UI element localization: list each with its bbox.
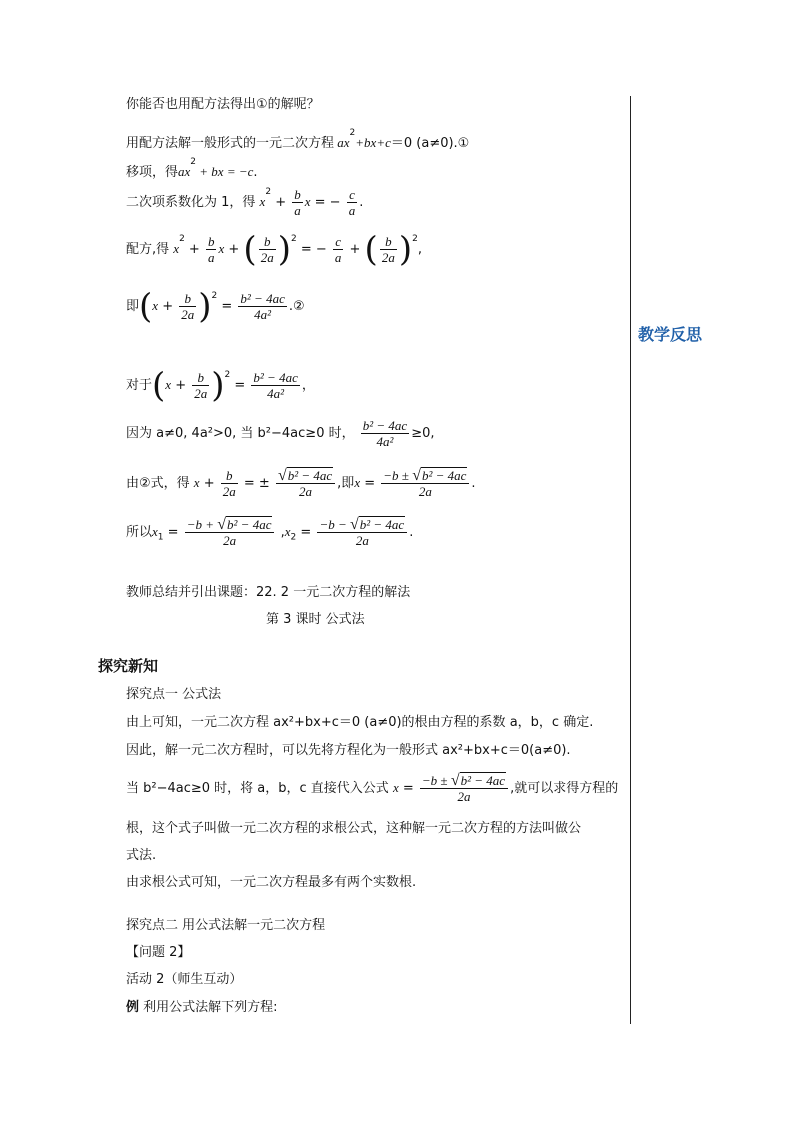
paragraph-formula-name: 根，这个式子叫做一元二次方程的求根公式，这种解一元二次方程的方法叫做公 <box>126 821 582 836</box>
activity-2-label: 活动 2（师生互动） <box>126 972 243 987</box>
move-line: 移项，得$ax^2$ + bx = −c. <box>126 157 258 180</box>
equation-2-line: 即(x + $\frac{b}{2a}$ )$^2$ = $\frac{\text{b² − 4ac}}{\text{4a²}}$ .② <box>126 286 305 327</box>
so-line: 所以$x_1$ = $\frac{\text{−b + √b² − 4ac}}{2a}$ $,x_2$ = $\frac{\text{−b − √b² − 4ac}}{2a}$ . <box>126 516 414 548</box>
explore-point-1: 探究点一 公式法 <box>126 687 222 702</box>
formula-line: 当 b²−4ac≥0 时，将 a，b，c 直接代入公式 x = $\frac{\text{−b ± √b² − 4ac}}{2a}$ ,就可以求得方程的 <box>126 772 619 804</box>
explore-point-2: 探究点二 用公式法解一元二次方程 <box>126 918 326 933</box>
coefficient-line: 二次项系数化为 1，得 $x^2$ + $\frac{b}{a}$ x = − $\frac{c}{a}$ . <box>126 187 364 218</box>
because-line: 因为 a≠0, 4a²>0, 当 b²−4ac≥0 时， $\frac{\text{b² − 4ac}}{\text{4a²}}$ ≥0, <box>126 418 435 449</box>
question-2-label: 【问题 2】 <box>126 945 191 960</box>
paragraph-formula-end: 式法. <box>126 848 157 863</box>
section-heading: 探究新知 <box>98 657 159 675</box>
example-line: 例 利用公式法解下列方程: <box>126 1000 278 1015</box>
complete-square-line: 配方,得 $x^2$ + $\frac{b}{a}$ x + ( $\frac{b}{2a}$ )$^2$ = − $\frac{c}{a}$ + ( $\frac{b}{2a}$ )$^2$, <box>126 229 422 270</box>
question-line: 你能否也用配方法得出①的解呢？ <box>126 97 320 112</box>
for-line: 对于(x + $\frac{b}{2a}$ )$^2$ = $\frac{\text{b² − 4ac}}{\text{4a²}}$ ， <box>126 365 315 406</box>
paragraph-general-form: 因此，解一元二次方程时，可以先将方程化为一般形式 ax²+bx+c＝0(a≠0). <box>126 743 571 758</box>
from-equation-line: 由②式，得 x + $\frac{b}{2a}$ = ± $\frac{\text{√b² − 4ac}}{2a}$ ,即x = $\frac{\text{−b ± √b² − 4ac}}{2a}$ . <box>126 467 476 499</box>
column-divider <box>630 96 631 1024</box>
paragraph-roots: 由求根公式可知，一元二次方程最多有两个实数根. <box>126 875 417 890</box>
paragraph-coefficients: 由上可知，一元二次方程 ax²+bx+c＝0 (a≠0)的根由方程的系数 a，b，c 确定. <box>126 715 594 730</box>
intro-line: 用配方法解一般形式的一元二次方程 $ax^2+bx+c=0$ (a≠0).① <box>126 128 470 151</box>
summary-line: 教师总结并引出课题：22. 2 一元二次方程的解法 <box>126 585 411 600</box>
lesson-title: 第 3 课时 公式法 <box>266 612 365 627</box>
teaching-reflection-label: 教学反思 <box>638 325 703 344</box>
